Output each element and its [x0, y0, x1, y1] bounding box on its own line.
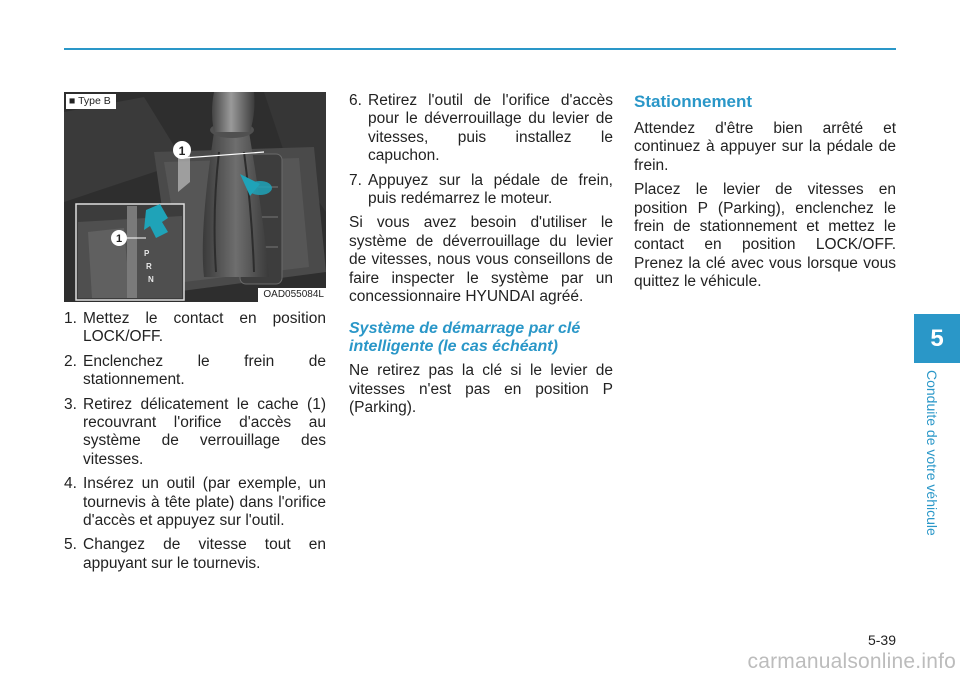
smart-key-paragraph: Ne retirez pas la clé si le levier de vitesses n'est pas en position P (Parking).	[349, 362, 613, 417]
list-item: 1. Mettez le contact en position LOCK/OFF.	[64, 310, 326, 346]
dealer-advice-paragraph: Si vous avez besoin d'utiliser le système de déverrouillage du levier de vitesses, nous vous conseillons de faire inspecter le système par un concessionnaire HYUNDAI agréé.	[349, 214, 613, 306]
procedure-steps-1	[64, 310, 326, 573]
svg-text:1: 1	[178, 144, 186, 158]
watermark: carmanualsonline.info	[747, 650, 956, 673]
list-item: 4. Insérez un outil (par exemple, un tournevis à tête plate) dans l'orifice d'accès et appuyez sur l'outil.	[64, 475, 326, 530]
parking-paragraph-2: Placez le levier de vitesses en position P (Parking), enclenchez le frein de stationnement et mettez le contact en position LOCK/OFF. Prenez la clé avec vous lorsque vous quittez le véhicule.	[634, 181, 896, 291]
page-number: 5-39	[867, 632, 896, 648]
list-item: 7. Appuyez sur la pédale de frein, puis redémarrez le moteur.	[349, 171, 613, 208]
svg-text:N: N	[148, 275, 154, 284]
column-2	[349, 92, 613, 424]
chapter-title: Conduite de votre véhicule	[924, 370, 940, 536]
shift-lever-illustration	[64, 92, 326, 302]
smart-key-subheading: Système de démarrage par clé intelligente (le cas échéant)	[349, 320, 581, 356]
svg-text:P: P	[144, 249, 150, 258]
list-item: 2. Enclenchez le frein de stationnement.	[64, 352, 326, 389]
figure-type-label: ■ Type B	[66, 94, 116, 109]
list-item: 3. Retirez délicatement le cache (1) recouvrant l'orifice d'accès au système de verrouillage des vitesses.	[64, 395, 326, 468]
parking-paragraph-1: Attendez d'être bien arrêté et continuez à appuyer sur la pédale de frein.	[634, 120, 896, 174]
svg-text:R: R	[146, 262, 152, 271]
shift-lever-figure	[64, 92, 326, 302]
chapter-number-tab: 5	[914, 314, 960, 363]
top-rule	[64, 48, 896, 50]
column-1	[64, 92, 326, 579]
figure-code: OAD055084L	[258, 288, 326, 302]
list-item: 6. Retirez l'outil de l'orifice d'accès pour le déverrouillage du levier de vitesses, puis installez le capuchon.	[349, 92, 613, 165]
parking-heading: Stationnement	[634, 92, 753, 111]
procedure-steps-2	[349, 92, 613, 208]
svg-text:1: 1	[115, 233, 123, 245]
column-3	[634, 92, 896, 298]
list-item: 5. Changez de vitesse tout en appuyant sur le tournevis.	[64, 536, 326, 572]
